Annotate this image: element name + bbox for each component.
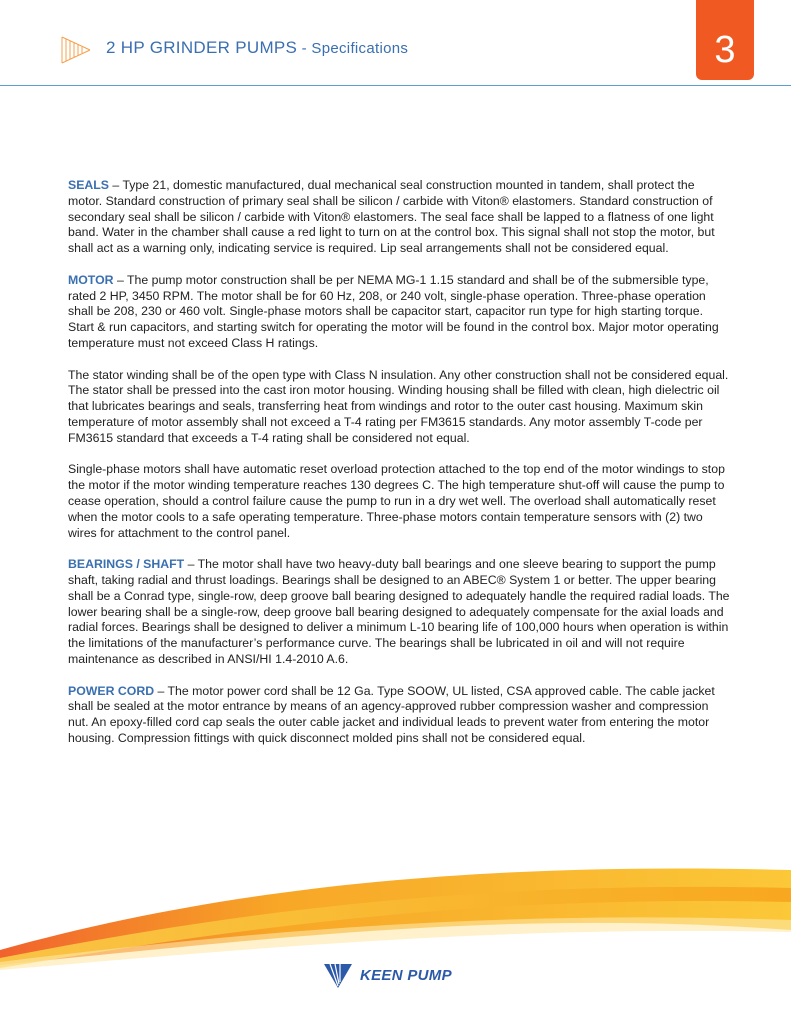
keen-pump-logo-icon [322, 962, 354, 990]
motor-paragraph [68, 273, 732, 352]
page-header [0, 0, 791, 90]
document-subtitle: - Specifications [297, 40, 409, 57]
bearings-paragraph [68, 557, 732, 668]
power-cord-heading: POWER CORD [68, 683, 155, 698]
overload-paragraph: Single-phase motors shall have automatic reset overload protection attached to the top end of the motor windings to stop the motor if the motor winding temperature reaches 130 degrees C. The high temperature shut-off will cause the pump to cease operation, should a control failure cause the pump to run in a dry wet well. The overload shall automatically reset when the motor cools to a safe operating temperature. Three-phase motors contain temperature sensors with (2) two wires for attachment to the control panel. [68, 462, 725, 540]
motor-heading: MOTOR [68, 272, 114, 287]
power-cord-text: – The motor power cord shall be 12 Ga. Type SOOW, UL listed, CSA approved cable. The cable jacket shall be sealed at the motor entrance by means of an agency-approved rubber compression washer and compression nut. An epoxy-filled cord cap seals the outer cable jacket and individual leads to prevent water from entering the motor housing. Compression fittings with quick disconnect molded pins shall not be considered equal. [68, 683, 715, 745]
bearings-heading: BEARINGS / SHAFT [68, 557, 185, 572]
pump-fan-logo-icon [60, 35, 94, 65]
seals-paragraph [68, 178, 732, 257]
page-title [106, 38, 408, 58]
power-cord-paragraph [68, 684, 732, 747]
seals-text: – Type 21, domestic manufactured, dual mechanical seal construction mounted in tandem, shall protect the motor. Standard construction of primary seal shall be silicon / carbide with Viton® elastomers. Standard construction of secondary seal shall be silicon / carbide with Viton® elastomers. The seal face shall be lapped to a flatness of one light band. Water in the chamber shall cause a red light to turn on at the control box. This signal shall not stop the motor, but shall act as a warning only, indicating service is required. Lip seal arrangements shall not be considered equal. [68, 178, 715, 256]
document-title: 2 HP GRINDER PUMPS [106, 38, 298, 57]
page-number-tab: 3 [696, 0, 754, 80]
decorative-wave [0, 840, 791, 970]
footer-brand-logo [322, 962, 482, 990]
motor-text: – The pump motor construction shall be per NEMA MG-1 1.15 standard and shall be of the submersible type, rated 2 HP, 3450 RPM. The motor shall be for 60 Hz, 208, or 240 volt, single-phase operation. Three-phase operation shall be 208, 230 or 460 volt. Single-phase motors shall be capacitor start, capacitor run type for high starting torque. Start & run capacitors, and starting switch for operating the motor will be found in the control box. Major motor operating temperature must not exceed Class H ratings. [68, 272, 719, 350]
seals-heading: SEALS [68, 178, 109, 192]
stator-paragraph: The stator winding shall be of the open type with Class N insulation. Any other construction shall not be considered equal. The stator shall be pressed into the cast iron motor housing. Winding housing shall be filled with clean, high dielectric oil that lubricates bearings and seals, transferring heat from windings and rotor to the outer cast housing. Maximum skin temperature of motor assembly shall not exceed a T-4 rating per FM3615 standards. Any motor assembly T-code per FM3615 standard that exceeds a T-4 rating shall be considered not equal. [68, 367, 729, 445]
bearings-text: – The motor shall have two heavy-duty ball bearings and one sleeve bearing to support the pump shaft, taking radial and thrust loadings. Bearings shall be designed to an ABEC® System 1 or better. The upper bearing shall be a Conrad type, single-row, deep groove ball bearing designed to adequately handle the required radial loads. The lower bearing shall be a single-row, deep groove ball bearing designed to adequately compensate for the axial loads and radial forces. Bearings shall be designed to deliver a minimum L-10 bearing life of 100,000 hours when operation is within the limitations of the manufacturer’s performance curve. The bearings shall be lubricated in oil and will not require maintenance as described in ANSI/HI 1.4-2010 A.6. [68, 557, 730, 666]
specifications-body [68, 178, 732, 762]
brand-name: KEEN PUMP [360, 967, 452, 984]
header-divider [0, 85, 791, 86]
